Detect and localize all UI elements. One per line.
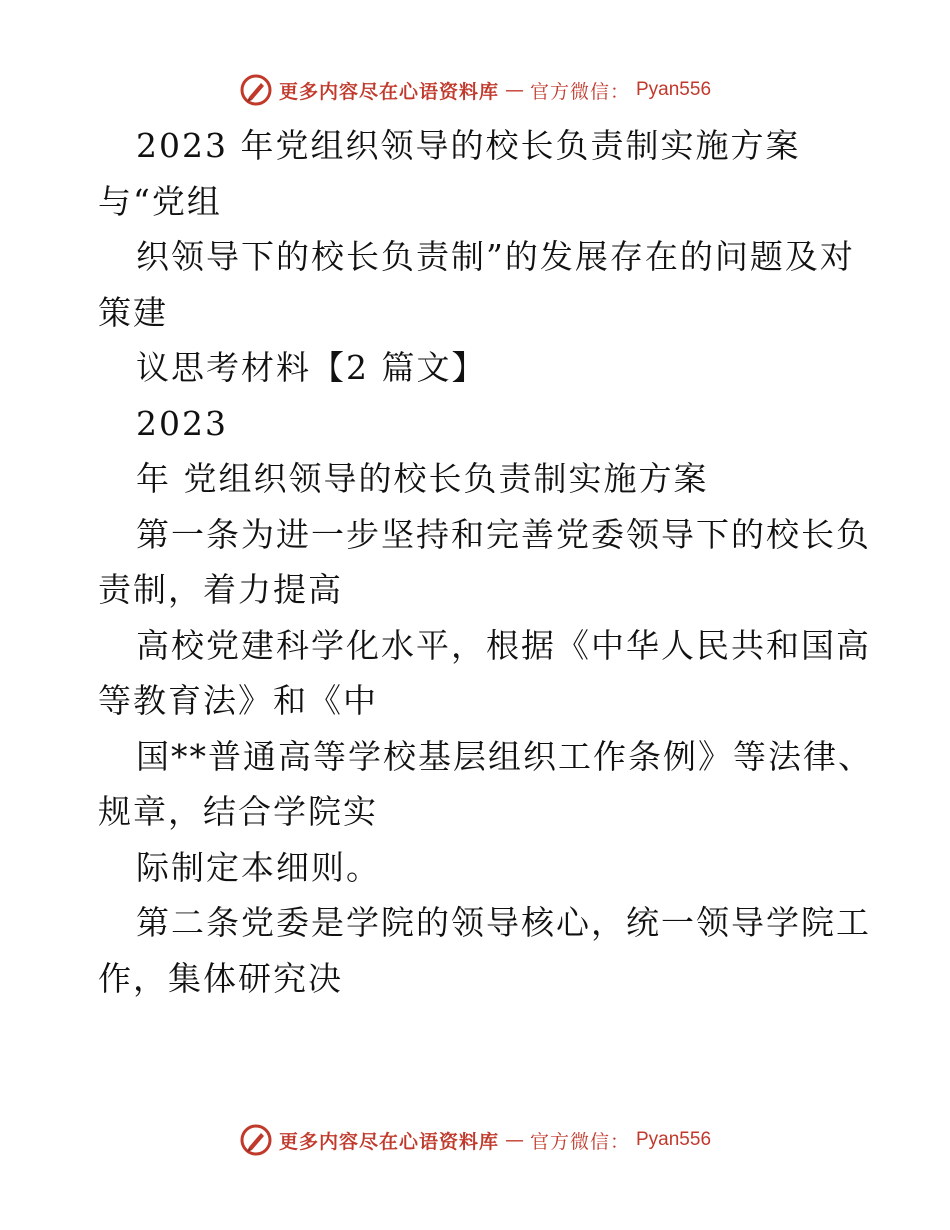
pen-logo-icon: [239, 1123, 273, 1157]
watermark-separator: —: [504, 1129, 524, 1151]
watermark-separator: —: [504, 79, 524, 101]
text-line: 规章，结合学院实: [98, 792, 378, 831]
text-line: 作，集体研究决: [98, 958, 343, 998]
text-line: 等教育法》和《中: [98, 681, 378, 720]
text-line: 第二条党委是学院的领导核心，统一领导学院工: [136, 903, 871, 942]
text-line: 策建: [98, 292, 168, 332]
header-watermark: [0, 70, 950, 110]
text-line: 高校党建科学化水平，根据《中华人民共和国高: [136, 625, 871, 665]
footer-watermark: [0, 1120, 950, 1160]
watermark-text: 更多内容尽在心语资料库: [278, 1130, 499, 1153]
text-line: 与“党组: [98, 181, 222, 221]
watermark-wechat-id: Pyan556: [636, 1129, 712, 1150]
text-line: 2023 年党组织领导的校长负责制实施方案: [136, 126, 801, 165]
text-line: 际制定本细则。: [136, 847, 381, 887]
text-line: 责制，着力提高: [98, 570, 343, 609]
text-line: 议思考材料【2 篇文】: [136, 348, 487, 387]
watermark-text: 更多内容尽在心语资料库: [278, 80, 499, 103]
watermark-wechat-label: 官方微信：: [529, 80, 630, 103]
text-line: 第一条为进一步坚持和完善党委领导下的校长负: [136, 514, 871, 554]
text-line: 2023: [136, 403, 228, 443]
text-line: 国**普通高等学校基层组织工作条例》等法律、: [136, 736, 873, 776]
watermark-wechat-id: Pyan556: [636, 79, 712, 100]
watermark-wechat-label: 官方微信：: [529, 1130, 630, 1153]
text-line: 织领导下的校长负责制”的发展存在的问题及对: [136, 237, 855, 276]
pen-logo-icon: [239, 73, 273, 107]
document-body: [98, 118, 873, 1006]
text-line: 年 党组织领导的校长负责制实施方案: [136, 459, 709, 498]
